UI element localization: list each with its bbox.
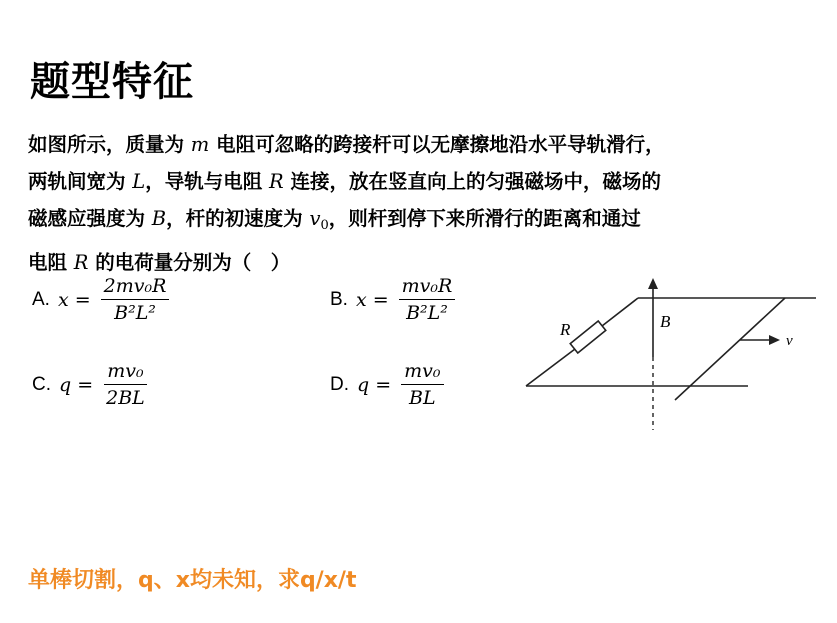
option-fraction: [103, 360, 148, 409]
option-letter: B.: [330, 288, 348, 310]
var-R: R: [269, 170, 284, 193]
option-lhs: q =: [357, 373, 392, 396]
fraction-numerator: 2mv₀R: [101, 275, 170, 300]
fraction-denominator: BL: [409, 387, 436, 409]
resistor-label: R: [560, 320, 571, 339]
velocity-arrow-icon: [769, 335, 780, 345]
problem-line-3: 磁感应强度为 B，杆的初速度为 $v_0$，则杆到停下来所滑行的距离和通过: [28, 207, 641, 233]
var-L: L: [132, 170, 146, 193]
fraction-denominator: B²L²: [114, 302, 156, 324]
feature-summary: 单棒切割，q、x均未知，求q/x/t: [28, 568, 357, 593]
problem-statement: [28, 126, 828, 281]
left-connector-wire: [602, 298, 638, 326]
var-B: B: [151, 207, 167, 230]
problem-line-2: 两轨间宽为 L，导轨与电阻 R 连接，放在竖直向上的匀强磁场中，磁场的: [28, 170, 662, 193]
option-fraction: [399, 275, 456, 324]
fraction-denominator: 2BL: [106, 387, 145, 409]
var-v0: $v_0$: [309, 207, 329, 233]
left-connector-wire: [526, 349, 575, 386]
option-letter: D.: [330, 373, 349, 395]
fraction-numerator: mv₀: [104, 360, 146, 385]
field-arrow-icon: [648, 278, 658, 289]
option-d[interactable]: [330, 360, 444, 409]
problem-line-1: 如图所示，质量为 m 电阻可忽略的跨接杆可以无摩擦地沿水平导轨滑行，: [28, 133, 665, 156]
option-letter: A.: [32, 288, 50, 310]
option-letter: C.: [32, 373, 51, 395]
option-b[interactable]: [330, 275, 455, 324]
option-fraction: [401, 360, 443, 409]
option-lhs: x =: [57, 288, 91, 311]
var-R: R: [73, 251, 89, 274]
velocity-label: v: [786, 333, 793, 349]
option-fraction: [101, 275, 170, 324]
rail-circuit-diagram: [520, 275, 820, 435]
option-a[interactable]: [32, 275, 169, 324]
sliding-rod: [675, 298, 785, 400]
fraction-numerator: mv₀R: [399, 275, 456, 300]
fraction-denominator: B²L²: [406, 302, 448, 324]
resistor-icon: [570, 321, 606, 353]
option-c[interactable]: [32, 360, 148, 409]
fraction-numerator: mv₀: [401, 360, 443, 385]
page-title: 题型特征: [30, 59, 194, 105]
var-m: m: [190, 133, 210, 156]
problem-line-4: 电阻 R 的电荷量分别为（ ）: [28, 251, 291, 274]
field-label: B: [660, 312, 671, 331]
option-lhs: x =: [355, 288, 389, 311]
option-lhs: q =: [59, 373, 94, 396]
